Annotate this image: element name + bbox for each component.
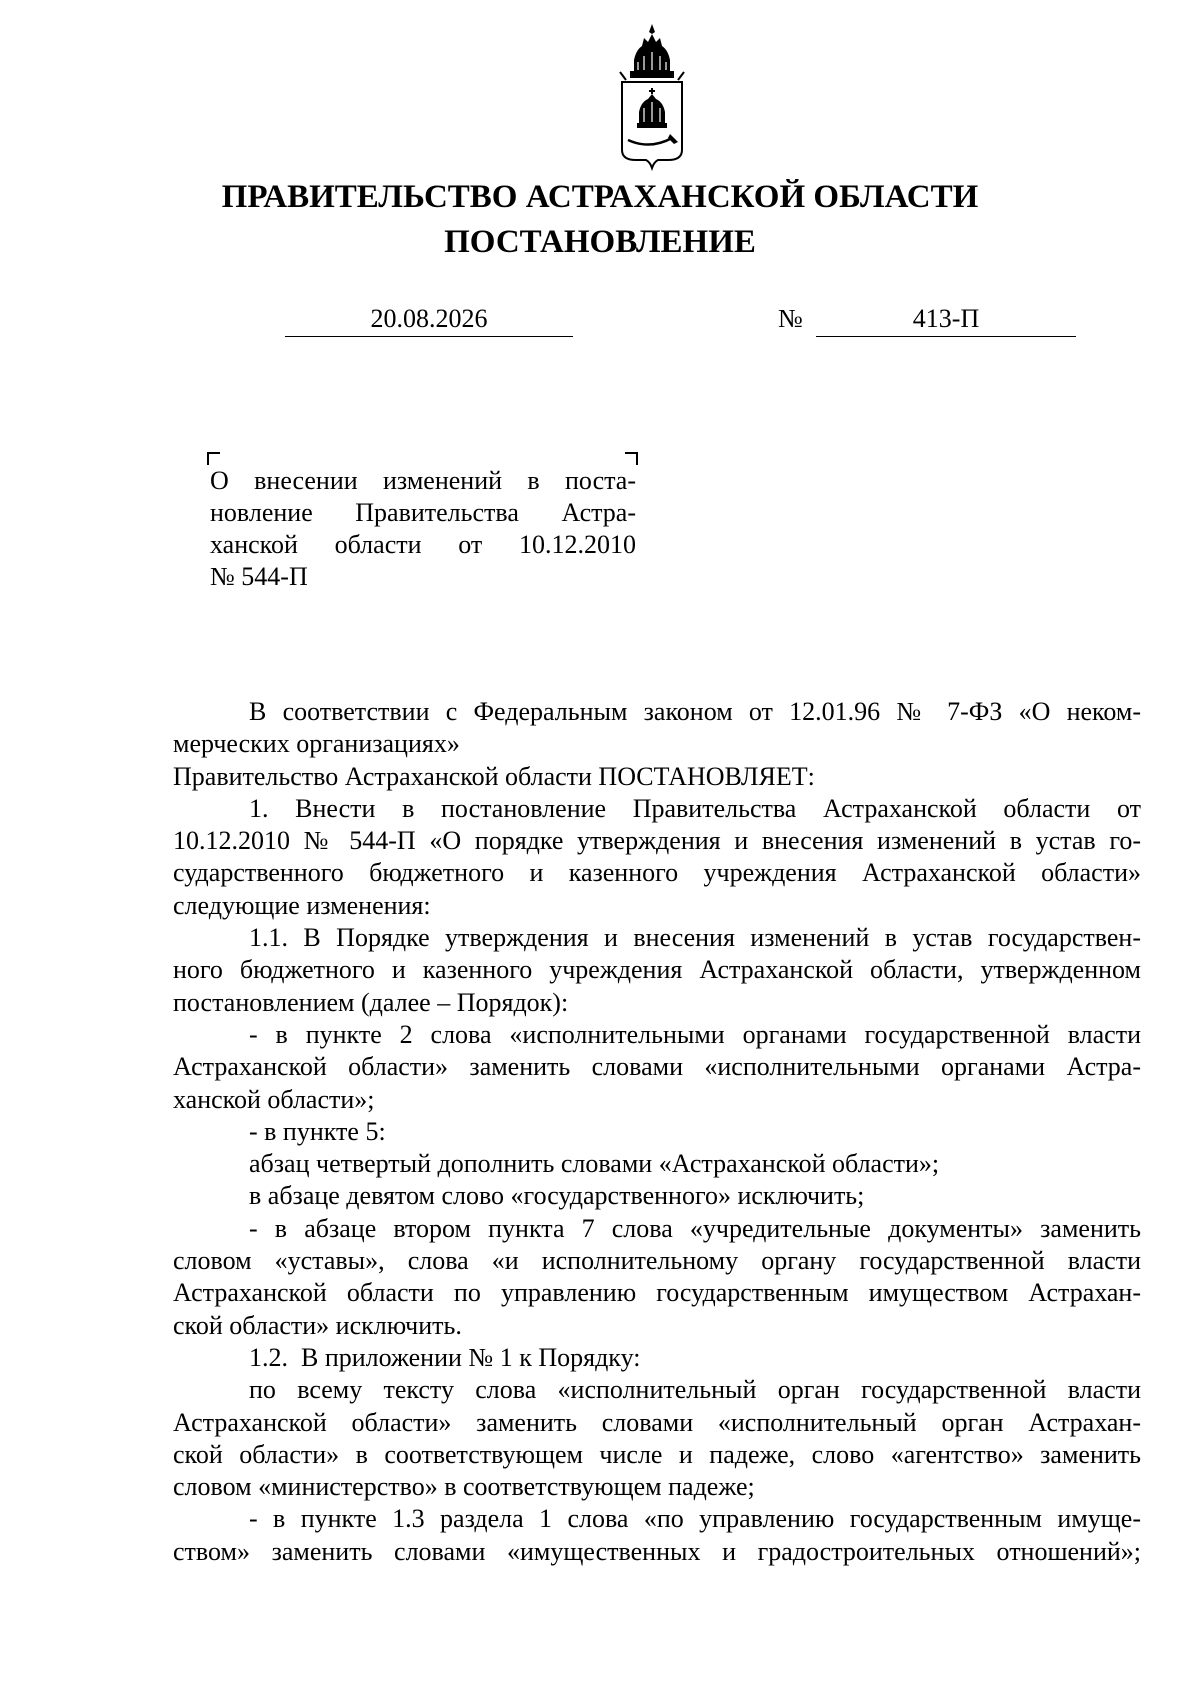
- subject-corner-right-mark: [625, 452, 638, 465]
- document-subject: [210, 465, 636, 593]
- body-line: ханской области»;: [173, 1084, 375, 1114]
- coat-of-arms-icon: [612, 22, 692, 172]
- body-line: абзац четвертый дополнить словами «Астраханской области»;: [249, 1149, 940, 1179]
- body-line: постановлением (далее – Порядок):: [173, 987, 569, 1017]
- body-line: Правительство Астраханской области ПОСТАНОВЛЯЕТ:: [173, 761, 815, 791]
- number-sign: №: [778, 304, 803, 333]
- document-header: [0, 175, 1200, 265]
- document-date: 20.08.2026: [285, 302, 573, 337]
- subject-line: ханской области от 10.12.2010: [210, 530, 636, 559]
- body-line: ством» заменить словами «имущественных и градостроительных отношений»;: [173, 1536, 1141, 1566]
- subject-line: № 544-П: [210, 562, 308, 591]
- body-line: словом «министерство» в соответствующем падеже;: [173, 1472, 755, 1502]
- body-line: Астраханской области» заменить словами «исполнительный орган Астрахан-: [173, 1407, 1141, 1437]
- body-line: - в абзаце втором пункта 7 слова «учредительные документы» заменить: [249, 1213, 1141, 1243]
- body-line: - в пункте 2 слова «исполнительными органами государственной власти: [249, 1019, 1141, 1049]
- body-line: по всему тексту слова «исполнительный орган государственной власти: [249, 1375, 1141, 1405]
- body-line: Астраханской области» заменить словами «исполнительными органами Астра-: [173, 1052, 1141, 1082]
- body-line: следующие изменения:: [173, 890, 431, 920]
- body-line: Астраханской области по управлению государственным имуществом Астрахан-: [173, 1278, 1141, 1308]
- body-line: - в пункте 5:: [249, 1116, 386, 1146]
- document-body: [173, 696, 1141, 1568]
- body-line: ской области» в соответствующем числе и падеже, слово «агентство» заменить: [173, 1439, 1141, 1469]
- body-line: 1.1. В Порядке утверждения и внесения изменений в устав государствен-: [249, 923, 1141, 953]
- body-line: - в пункте 1.3 раздела 1 слова «по управлению государственным имуще-: [249, 1504, 1141, 1534]
- body-line: словом «уставы», слова «и исполнительному органу государственной власти: [173, 1246, 1141, 1276]
- subject-line: новление Правительства Астра-: [210, 498, 636, 527]
- document-number: 413-П: [816, 302, 1076, 337]
- organization-title: ПРАВИТЕЛЬСТВО АСТРАХАНСКОЙ ОБЛАСТИ: [221, 179, 979, 215]
- body-line: 10.12.2010 № 544-П «О порядке утверждения и внесения изменений в устав го-: [173, 826, 1141, 856]
- body-line: мерческих организациях»: [173, 729, 460, 759]
- body-line: 1. Внести в постановление Правительства Астраханской области от: [249, 793, 1141, 823]
- subject-corner-left-mark: [207, 452, 220, 465]
- document-type-title: ПОСТАНОВЛЕНИЕ: [444, 224, 756, 260]
- body-line: в абзаце девятом слово «государственного» исключить;: [249, 1181, 865, 1211]
- body-line: 1.2. В приложении № 1 к Порядку:: [249, 1342, 641, 1372]
- body-line: ного бюджетного и казенного учреждения Астраханской области, утвержденном: [173, 955, 1141, 985]
- body-line: ской области» исключить.: [173, 1310, 462, 1340]
- body-line: сударственного бюджетного и казенного учреждения Астраханской области»: [173, 858, 1141, 888]
- body-line: В соответствии с Федеральным законом от 12.01.96 № 7-ФЗ «О неком-: [249, 697, 1141, 726]
- subject-line: О внесении изменений в поста-: [210, 466, 636, 495]
